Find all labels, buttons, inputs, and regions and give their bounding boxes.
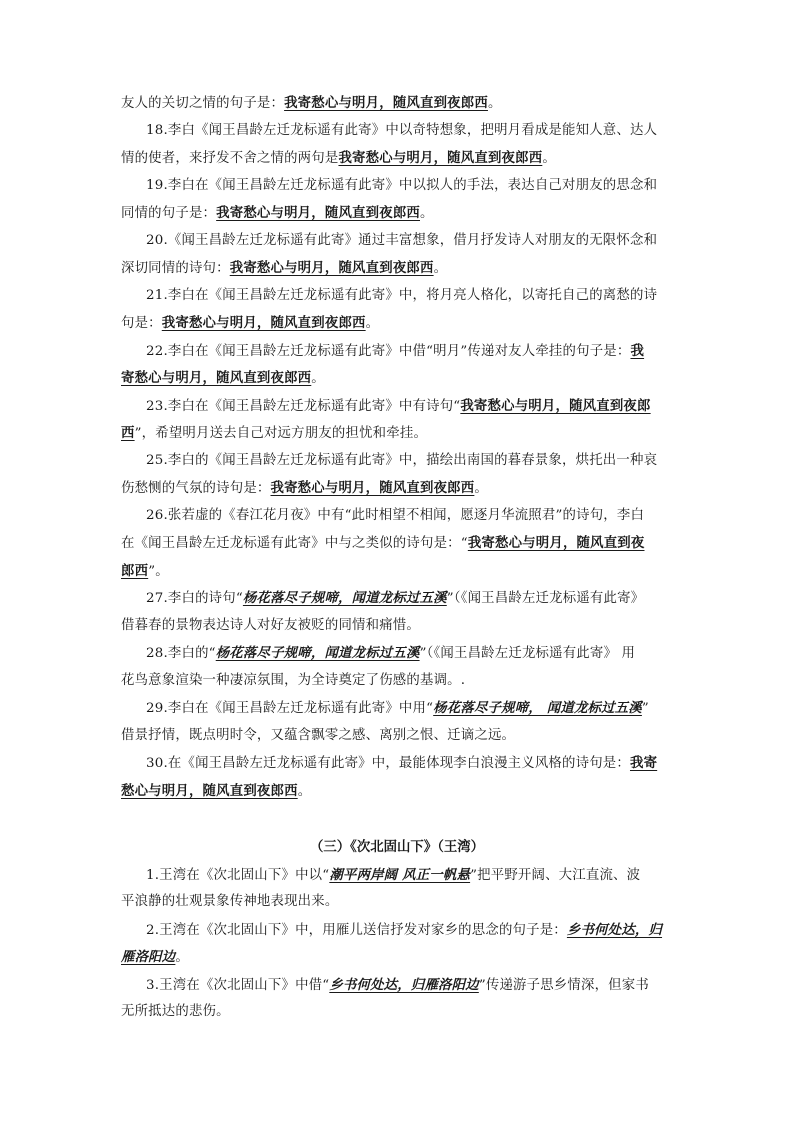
answer-text: 郎西 (121, 563, 149, 579)
text-span: 。 (542, 151, 556, 166)
text-line (121, 533, 645, 554)
text-span: 28.李白的“ (146, 646, 216, 661)
answer-text: 西 (121, 425, 135, 441)
text-line (146, 121, 657, 141)
text-line (146, 753, 657, 774)
text-span: 同情的句子是： (121, 206, 217, 221)
answer-text: 愁心与明月，随风直到夜郎西 (121, 783, 298, 799)
answer-text: 我寄愁心与明月，随风直到夜 (467, 535, 645, 551)
text-span: ”。 (148, 564, 169, 579)
text-span: 友人的关切之情的句子是： (121, 96, 285, 111)
answer-text: 寄愁心与明月，随风直到夜郎西 (121, 370, 312, 386)
text-span: 29.李白在《闻王昌龄左迁龙标遥有此寄》中用“ (146, 701, 434, 716)
text-span: 花鸟意象渲染一种凄凉氛围，为全诗奠定了伤感的基调。. (121, 673, 466, 688)
text-span: 情的使者，来抒发不舍之情的两句是 (121, 151, 339, 166)
text-span: 3.王湾在《次北固山下》中借“ (146, 978, 330, 993)
text-line (146, 231, 657, 251)
text-span: 26.张若虚的《春江花月夜》中有“此时相望不相闻，愿逐月华流照君”的诗句，李白 (146, 508, 645, 523)
text-line (146, 506, 644, 526)
text-span: 无所抵达的悲伤。 (121, 1004, 230, 1019)
answer-text: 我寄愁心与明月，随风直到夜郎西 (161, 315, 366, 331)
text-line (146, 176, 657, 196)
text-span: 平浪静的壮观景象传神地表现出来。 (121, 894, 339, 909)
text-span: 21.李白在《闻王昌龄左迁龙标遥有此寄》中，将月亮人格化，以寄托自己的离愁的诗 (146, 288, 658, 303)
text-span: 借景抒情，既点明时令，又蕴含飘零之感、离别之恨、迁谪之远。 (121, 728, 516, 743)
text-span: 19.李白在《闻王昌龄左迁龙标遥有此寄》中以拟人的手法，表达自己对朋友的思念和 (146, 178, 658, 193)
text-span: 20.《闻王昌龄左迁龙标遥有此寄》通过丰富想象，借月抒发诗人对朋友的无限怀念和 (146, 233, 658, 248)
answer-text: 乡书何处达，归雁洛阳边 (329, 977, 479, 993)
text-span: 2.王湾在《次北固山下》中，用雁儿送信抒发对家乡的思念的句子是： (146, 923, 567, 938)
section-heading: （三）《次北固山下》（王湾） (309, 839, 485, 855)
text-line (121, 478, 488, 499)
text-span: 18.李白《闻王昌龄左迁龙标遥有此寄》中以奇特想象，把明月看成是能知人意、达人 (146, 123, 658, 138)
answer-text: 杨花落尽子规啼，闻道龙标过五溪 (242, 590, 447, 606)
text-line (146, 286, 657, 306)
text-span: 23.李白在《闻王昌龄左迁龙标遥有此寄》中有诗句“ (146, 399, 461, 414)
text-line (121, 368, 325, 389)
text-line (121, 616, 420, 636)
text-line (146, 451, 657, 471)
text-line (146, 341, 644, 362)
text-span: 。 (474, 481, 488, 496)
text-line (121, 892, 338, 912)
text-span: 在《闻王昌龄左迁龙标遥有此寄》中与之类似的诗句是：“ (121, 536, 468, 551)
text-span: 。 (297, 784, 312, 799)
text-span: 30.在《闻王昌龄左迁龙标遥有此寄》中，最能体现李白浪漫主义风格的诗句是： (146, 756, 630, 771)
text-line (121, 781, 311, 802)
text-span: 27.李白的诗句“ (146, 591, 243, 606)
text-line (121, 1002, 230, 1022)
text-span: ”（《闻王昌龄左迁龙标遥有此寄》 用 (419, 646, 636, 661)
text-span: ”，希望明月送去自己对远方朋友的担忧和牵挂。 (134, 426, 428, 441)
text-line (121, 726, 515, 746)
text-line (121, 561, 169, 582)
text-line (121, 258, 447, 279)
text-line (146, 865, 640, 886)
answer-text: 我寄愁心与明月，随风直到夜郎 (460, 398, 651, 414)
text-span: 1.王湾在《次北固山下》中以“ (146, 868, 330, 883)
text-line (121, 148, 556, 169)
text-line (146, 975, 649, 996)
text-span: 25.李白的《闻王昌龄左迁龙标遥有此寄》中，描绘出南国的暮春景象，烘托出一种哀 (146, 453, 658, 468)
text-span: ”（《闻王昌龄左迁龙标遥有此寄》 (446, 591, 645, 606)
text-line (121, 313, 379, 334)
answer-text: 雁洛阳边 (121, 949, 176, 965)
text-span: 句是： (121, 316, 162, 331)
text-span: 。 (311, 371, 325, 386)
answer-text: 我 (630, 343, 645, 359)
text-line (146, 920, 662, 941)
text-span: 。 (487, 96, 502, 111)
text-span: 22.李白在《闻王昌龄左迁龙标遥有此寄》中借“明月”传递对友人牵挂的句子是： (146, 344, 631, 359)
text-line (121, 423, 427, 444)
text-span: ” (641, 701, 649, 716)
text-span: ”把平野开阔、大江直流、波 (470, 868, 641, 883)
answer-text: 我寄愁心与明月，随风直到夜郎西 (229, 260, 434, 276)
text-span: 。 (175, 950, 189, 965)
text-span: 伤愁恻的气氛的诗句是： (121, 481, 271, 496)
answer-text: 我寄愁心与明月，随风直到夜郎西 (270, 480, 475, 496)
answer-text: 潮平两岸阔 风正一帆悬 (329, 867, 471, 883)
text-span: 。 (433, 261, 448, 276)
answer-text: 乡书何处达，归 (566, 922, 663, 938)
text-line (121, 203, 434, 224)
text-line (121, 671, 465, 691)
answer-text: 我寄愁心与明月，随风直到夜郎西 (216, 205, 420, 221)
text-span: 。 (420, 206, 434, 221)
answer-text: 我寄愁心与明月，随风直到夜郎西 (338, 150, 543, 166)
text-line (146, 643, 635, 664)
text-span: 。 (365, 316, 380, 331)
text-line (121, 93, 502, 114)
text-line (146, 588, 644, 609)
answer-text: 杨花落尽子规啼， 闻道龙标过五溪 (433, 700, 642, 716)
text-span: ”传递游子思乡情深，但家书 (478, 978, 649, 993)
text-line (121, 947, 189, 968)
answer-text: 杨花落尽子规啼，闻道龙标过五溪 (215, 645, 420, 661)
text-line (146, 698, 649, 719)
text-span: 深切同情的诗句： (121, 261, 230, 276)
text-line (146, 396, 651, 417)
answer-text: 我寄愁心与明月，随风直到夜郎西 (284, 95, 488, 111)
answer-text: 我寄 (629, 755, 658, 771)
text-span: 借暮春的景物表达诗人对好友被贬的同情和痛惜。 (121, 618, 420, 633)
